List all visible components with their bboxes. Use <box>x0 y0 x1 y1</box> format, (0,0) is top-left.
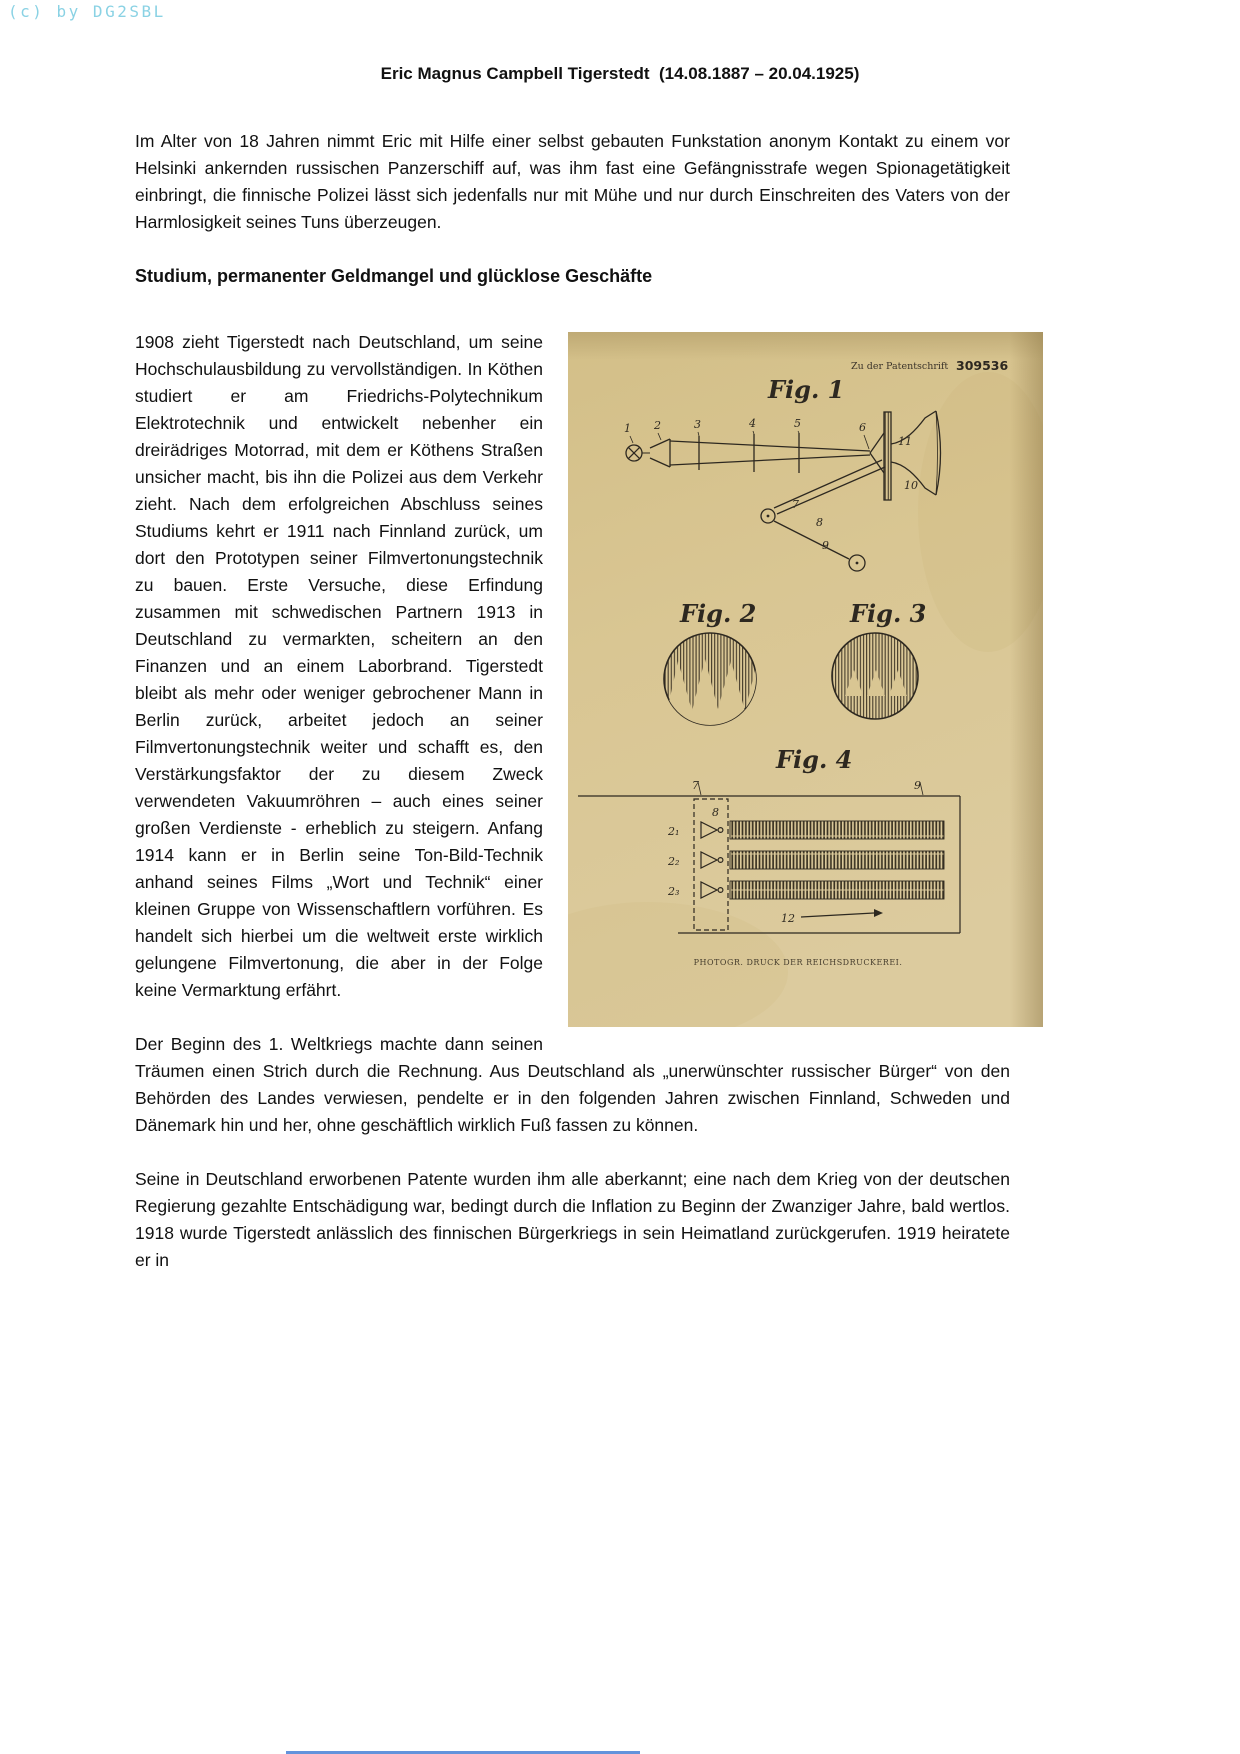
fig4-label: Fig. 4 <box>776 745 853 774</box>
fig1-part-number: 3 <box>694 418 701 431</box>
fig1-part-number: 1 <box>624 422 631 435</box>
fig4-row-label: 2₁ <box>668 825 680 838</box>
fig1-part-number: 5 <box>794 417 801 430</box>
document-body <box>135 128 1010 1274</box>
paper-edge-shadow <box>568 332 1043 1027</box>
section-heading-studium: Studium, permanenter Geldmangel und glücklose Geschäfte <box>135 266 653 286</box>
fig3-drawing <box>832 633 918 719</box>
patent-ref-label: Zu der Patentschrift <box>851 361 949 372</box>
fig1-part-number: 6 <box>859 421 866 434</box>
paragraph-weltkrieg: Der Beginn des 1. Weltkriegs machte dann seinen Träumen einen Strich durch die Rechnung. Aus Deutschland als „unerwünschter russischer Bürger“ von den Behörden des Landes verwiesen, pendelte er in den folgenden Jahren zwischen Finnland, Schweden und Dänemark hin und her, ohne geschäftlich wirklich Fuß fassen zu können. <box>135 1034 1010 1135</box>
patent-imprint: PHOTOGR. DRUCK DER REICHSDRUCKEREI. <box>693 958 903 967</box>
fig1-label: Fig. 1 <box>768 375 845 404</box>
fig4-part-number: 8 <box>712 806 719 819</box>
fig1-part-number: 10 <box>904 479 918 492</box>
fig4-row-label: 2₂ <box>668 855 680 868</box>
patent-drawing <box>568 332 1043 1027</box>
patent-figure <box>568 332 1043 1027</box>
fig1-part-number: 2 <box>654 419 661 432</box>
fig4-part-number: 12 <box>781 912 795 925</box>
fig4-part-number: 7 <box>692 779 699 792</box>
copyright-watermark: (c) by DG2SBL <box>8 2 166 21</box>
fig2-label: Fig. 2 <box>680 599 757 628</box>
fig1-part-number: 4 <box>749 417 756 430</box>
fig1-part-number: 7 <box>792 498 799 511</box>
fig1-part-number: 9 <box>822 539 829 552</box>
paragraph-funkstation: Im Alter von 18 Jahren nimmt Eric mit Hilfe einer selbst gebauten Funkstation anonym Kontakt zu einem vor Helsinki ankernden russischen Panzerschiff auf, was ihm fast eine Gefängnisstrafe wegen Spionagetätigkeit einbringt, die finnische Polizei lässt sich jedenfalls nur mit Mühe und nur durch Einschreiten des Vaters von der Harmlosigkeit seines Tuns überzeugen. <box>135 131 1010 232</box>
patent-number: 309536 <box>956 358 1009 373</box>
fig4-part-number: 9 <box>914 779 921 792</box>
fig3-label: Fig. 3 <box>850 599 927 628</box>
fig4-row-label: 2₃ <box>668 885 680 898</box>
document-title: Eric Magnus Campbell Tigerstedt (14.08.1887 – 20.04.1925) <box>380 64 860 83</box>
fig1-part-number: 8 <box>816 516 823 529</box>
paragraph-patente: Seine in Deutschland erworbenen Patente wurden ihm alle aberkannt; eine nach dem Krieg von der deutschen Regierung gezahlte Entschädigung war, bedingt durch die Inflation zu Beginn der Zwanziger Jahre, bald wertlos. 1918 wurde Tigerstedt anlässlich des finnischen Bürgerkriegs in sein Heimatland zurückgerufen. 1919 heiratete er in <box>135 1169 1010 1270</box>
paragraph-studium: 1908 zieht Tigerstedt nach Deutschland, um seine Hochschulausbildung zu vervollständigen. In Köthen studiert er am Friedrichs-Polytechnikum Elektrotechnik und entwickelt nebenher ein dreirädriges Motorrad, mit dem er Köthens Straßen unsicher macht, bis ihn die Polizei aus dem Verkehr zieht. Nach dem erfolgreichen Abschluss seines Studiums kehrt er 1911 nach Finnland zurück, um dort den Prototypen seiner Filmvertonungstechnik zu bauen. Erste Versuche, diese Erfindung zusammen mit schwedischen Partnern 1913 in Deutschland zu vermarkten, scheitern an den Finanzen und an einem Laborbrand. Tigerstedt bleibt als mehr oder weniger gebrochener Mann in Berlin zurück, arbeitet jedoch an seiner Filmvertonungstechnik weiter und schafft es, den Verstärkungsfaktor der zu diesem Zweck verwendeten Vakuumröhren – auch eines seiner großen Verdienste - erheblich zu steigern. Anfang 1914 kann er in Berlin seine Ton-Bild-Technik anhand seines Films „Wort und Technik“ einer kleinen Gruppe von Wissenschaftlern vorführen. Es handelt sich hierbei um die weltweit erste wirklich gelungene Filmvertonung, die aber in der Folge keine Vermarktung erfährt. <box>135 332 543 1000</box>
fig1-part-number: 11 <box>898 435 912 448</box>
